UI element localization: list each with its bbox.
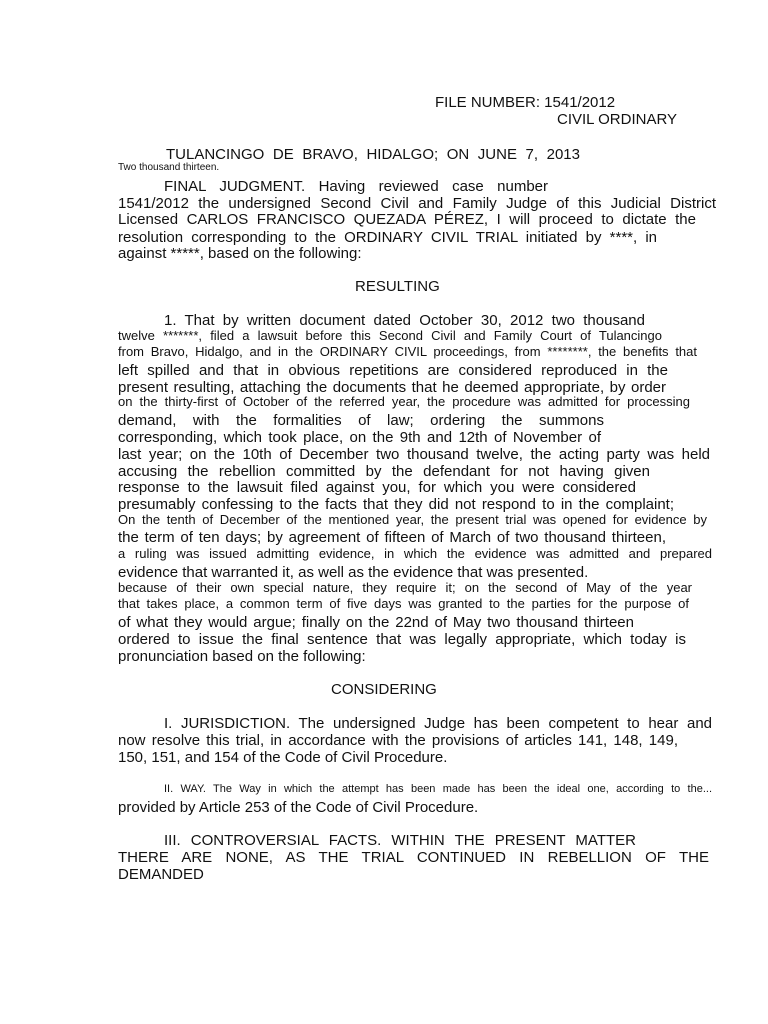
place-date-line: TULANCINGO DE BRAVO, HIDALGO; ON JUNE 7, 2013	[166, 146, 580, 163]
resulting-line: ordered to issue the final sentence that was legally appropriate, which today is	[118, 631, 686, 648]
section-heading-resulting: RESULTING	[355, 278, 440, 295]
resulting-line: left spilled and that in obvious repetitions are considered reproduced in the	[118, 362, 668, 379]
resulting-line: because of their own special nature, they require it; on the second of May of the year	[118, 580, 692, 595]
resulting-line: last year; on the 10th of December two thousand twelve, the acting party was held	[118, 446, 710, 463]
resulting-line: response to the lawsuit filed against you, for which you were considered	[118, 479, 636, 496]
resulting-line: On the tenth of December of the mentioned year, the present trial was opened for evidence by	[118, 512, 707, 527]
file-number: FILE NUMBER: 1541/2012	[435, 94, 616, 111]
intro-line: resolution corresponding to the ORDINARY CIVIL TRIAL initiated by ****, in	[118, 229, 657, 246]
resulting-line: corresponding, which took place, on the 9th and 12th of November of	[118, 429, 601, 446]
resulting-line: 1. That by written document dated October 30, 2012 two thousand	[164, 312, 645, 329]
intro-line: against *****, based on the following:	[118, 245, 362, 262]
jurisdiction-line: 150, 151, and 154 of the Code of Civil Procedure.	[118, 749, 448, 766]
case-type: CIVIL ORDINARY	[557, 111, 678, 128]
controversial-line: DEMANDED	[118, 866, 204, 883]
way-line: II. WAY. The Way in which the attempt has been made has been the ideal one, according to the...	[164, 783, 712, 795]
resulting-line: presumably confessing to the facts that they did not respond to in the complaint;	[118, 496, 674, 513]
year-in-words: Two thousand thirteen.	[118, 162, 220, 173]
jurisdiction-line: I. JURISDICTION. The undersigned Judge has been competent to hear and	[164, 715, 712, 732]
resulting-line: of what they would argue; finally on the 22nd of May two thousand thirteen	[118, 614, 634, 631]
resulting-line: twelve *******, filed a lawsuit before this Second Civil and Family Court of Tulancingo	[118, 328, 662, 343]
intro-line: Licensed CARLOS FRANCISCO QUEZADA PÉREZ, I will proceed to dictate the	[118, 211, 696, 228]
resulting-line: the term of ten days; by agreement of fifteen of March of two thousand thirteen,	[118, 529, 666, 546]
section-heading-considering: CONSIDERING	[331, 681, 437, 698]
resulting-line: a ruling was issued admitting evidence, in which the evidence was admitted and prepared	[118, 546, 712, 561]
intro-line: 1541/2012 the undersigned Second Civil and Family Judge of this Judicial District	[118, 195, 716, 212]
way-line: provided by Article 253 of the Code of Civil Procedure.	[118, 799, 479, 816]
resulting-line: that takes place, a common term of five days was granted to the parties for the purpose of	[118, 596, 689, 611]
intro-line: FINAL JUDGMENT. Having reviewed case number	[164, 178, 548, 195]
resulting-line: evidence that warranted it, as well as the evidence that was presented.	[118, 564, 589, 581]
resulting-line: on the thirty-first of October of the referred year, the procedure was admitted for processing	[118, 394, 690, 409]
jurisdiction-line: now resolve this trial, in accordance with the provisions of articles 141, 148, 149,	[118, 732, 678, 749]
resulting-line: pronunciation based on the following:	[118, 648, 366, 665]
resulting-line: accusing the rebellion committed by the defendant for not having given	[118, 463, 650, 480]
resulting-line: demand, with the formalities of law; ordering the summons	[118, 412, 604, 429]
controversial-line: THERE ARE NONE, AS THE TRIAL CONTINUED IN REBELLION OF THE	[118, 849, 709, 866]
resulting-line: present resulting, attaching the documents that he deemed appropriate, by order	[118, 379, 666, 396]
resulting-line: from Bravo, Hidalgo, and in the ORDINARY CIVIL proceedings, from ********, the benefits that	[118, 344, 697, 359]
controversial-line: III. CONTROVERSIAL FACTS. WITHIN THE PRESENT MATTER	[164, 832, 636, 849]
